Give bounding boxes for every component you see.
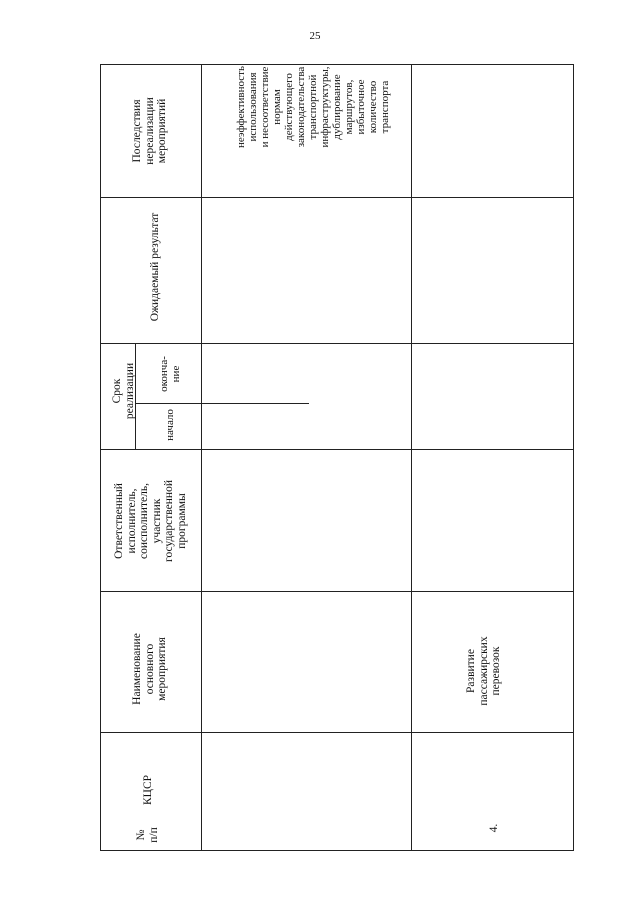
header-term-end: оконча- ние — [158, 356, 182, 392]
header-term: Срок реализации — [111, 362, 136, 420]
page-number: 25 — [309, 30, 321, 42]
divider-name — [101, 732, 573, 733]
row2-name: Развитие пассажирских перевозок — [465, 636, 502, 706]
header-num: № п/п — [135, 827, 160, 843]
header-term-start: начало — [164, 409, 176, 441]
row1-consequences: неэффективность использования и несоответствие нормам действующего законодательства транспортной инфраструктуры, дублирование маршрутов, избыточное количество транспорта — [235, 66, 391, 148]
header-name: Наименование основного мероприятия — [131, 633, 168, 705]
row2-num: 4. — [488, 823, 500, 833]
header-consequences: Последствия нереализации мероприятий — [131, 97, 168, 165]
header-result: Ожидаемый результат — [149, 212, 161, 322]
divider-term-sub — [135, 403, 309, 404]
measures-table — [100, 64, 574, 851]
divider-consequences — [101, 197, 573, 198]
header-kcsr: КЦСР — [142, 774, 154, 806]
divider-executor — [101, 591, 573, 592]
divider-result — [101, 343, 573, 344]
header-executor: Ответственный исполнитель, соисполнитель, участник государственной программы — [113, 480, 188, 562]
